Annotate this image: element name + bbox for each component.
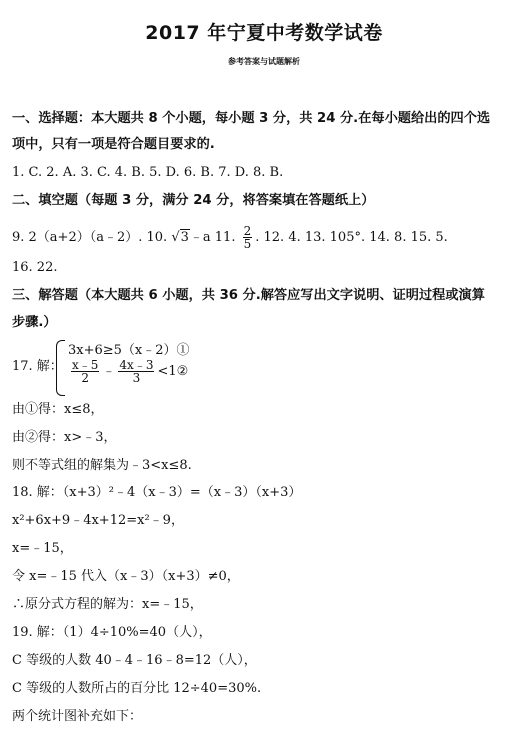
sqrt-expression: √3 <box>171 230 189 245</box>
q17-label: 17. 解： <box>12 359 63 374</box>
q17-step1: 由①得：x≤8， <box>12 402 104 417</box>
section1-heading-line2: 项中，只有一项是符合题目要求的. <box>12 137 215 152</box>
q19-step3: C 等级的人数所占的百分比 12÷40=30%. <box>12 681 262 696</box>
q18-step1: 18. 解：（x+3）²﹣4（x﹣3）=（x﹣3）（x+3） <box>12 485 302 500</box>
q19-step2: C 等级的人数 40﹣4﹣16﹣8=12（人）， <box>12 653 257 668</box>
answer-9: 9. 2（a+2）（a﹣2）. 10. <box>12 230 168 245</box>
section3-heading-line1: 三、解答题（本大题共 6 小题，共 36 分.解答应写出文字说明、证明过程或演算 <box>12 288 485 303</box>
fraction-denominator: 3 <box>132 371 141 385</box>
inequality-tail: <1② <box>157 364 189 379</box>
section2-answers-line1 <box>12 225 518 250</box>
q18-step3: x=﹣15， <box>12 541 73 556</box>
fraction-4x-minus-3 <box>118 359 154 384</box>
inequality-1: 3x+6≥5（x﹣2）① <box>68 343 190 358</box>
answer-10-tail: ﹣a 11. <box>189 230 236 245</box>
fraction-numerator: 2 <box>243 224 252 238</box>
q19-step4: 两个统计图补充如下： <box>12 709 143 724</box>
fraction-numerator: x﹣5 <box>72 358 99 372</box>
section1-answers: 1. C. 2. A. 3. C. 4. B. 5. D. 6. B. 7. D. 8. B. <box>12 165 284 180</box>
fraction-numerator: 4x﹣3 <box>119 358 154 372</box>
fraction-denominator: 5 <box>243 237 252 251</box>
q18-step2: x²+6x+9﹣4x+12=x²﹣9， <box>12 513 184 528</box>
section2-heading: 二、填空题（每题 3 分，满分 24 分，将答案填在答题纸上） <box>12 193 375 208</box>
answers-12-15: . 12. 4. 13. 105°. 14. 8. 15. 5. <box>255 230 448 245</box>
section1-heading-line1: 一、选择题：本大题共 8 个小题，每小题 3 分，共 24 分.在每小题给出的四个选 <box>12 111 491 126</box>
q17-solution: 则不等式组的解集为﹣3<x≤8. <box>12 458 192 473</box>
q18-step4: 令 x=﹣15 代入（x﹣3）（x+3）≠0， <box>12 569 240 584</box>
q18-step5: ∴原分式方程的解为：x=﹣15， <box>12 597 203 612</box>
section2-answers-line2: 16. 22. <box>12 260 58 275</box>
page-subtitle: 参考答案与试题解析 <box>228 57 300 66</box>
page-title: 2017 年宁夏中考数学试卷 <box>145 22 383 44</box>
inequality-2 <box>68 359 188 384</box>
sqrt-radicand: 3 <box>180 230 189 245</box>
minus-sign: ﹣ <box>102 364 116 379</box>
q17-step2: 由②得：x>﹣3， <box>12 430 117 445</box>
fraction-answer-11 <box>243 225 253 250</box>
system-brace <box>56 340 65 396</box>
section3-heading-line2: 步骤.） <box>12 315 57 330</box>
q19-step1: 19. 解：（1）4÷10%=40（人）， <box>12 625 212 640</box>
fraction-x-minus-5 <box>71 359 99 384</box>
fraction-denominator: 2 <box>81 371 90 385</box>
